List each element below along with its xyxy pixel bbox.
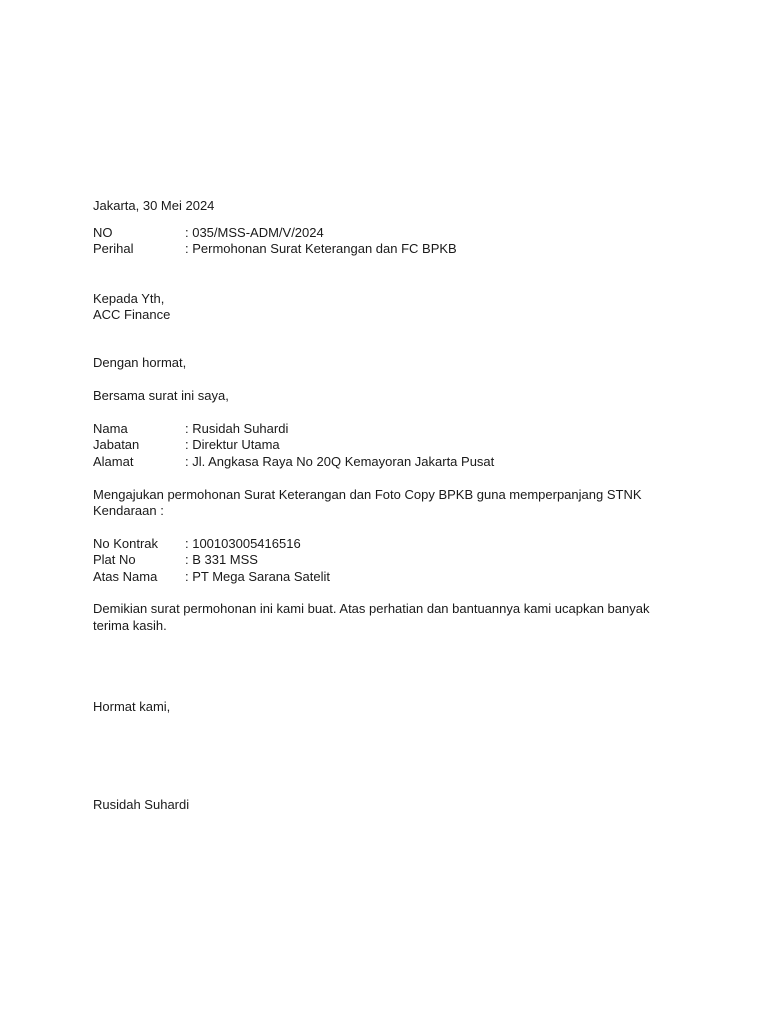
field-label: Alamat [93,454,134,469]
field-row-atas-nama [93,568,330,585]
recipient-greeting: Kepada Yth, [93,291,165,306]
sign-off: Hormat kami, [93,699,171,714]
closing-line-1: Demikian surat permohonan ini kami buat. Atas perhatian dan bantuannya kami ucapkan banyak [93,601,650,616]
field-row-no [93,224,324,241]
field-label: NO [93,225,113,240]
request-line-1: Mengajukan permohonan Surat Keterangan dan Foto Copy BPKB guna memperpanjang STNK [93,487,642,502]
signatory-name: Rusidah Suhardi [93,797,190,812]
field-label: Jabatan [93,437,140,452]
field-label: No Kontrak [93,536,159,551]
field-value: : Jl. Angkasa Raya No 20Q Kemayoran Jakarta Pusat [185,454,495,469]
field-label: Perihal [93,241,134,256]
field-label: Plat No [93,552,136,567]
field-row-no-kontrak [93,535,301,552]
field-label: Nama [93,421,128,436]
field-label: Atas Nama [93,569,158,584]
field-row-jabatan [93,436,280,453]
field-row-alamat [93,453,494,470]
field-row-plat-no [93,551,258,568]
closing-line-2: terima kasih. [93,618,167,633]
field-value: : Rusidah Suhardi [185,421,289,436]
field-value: : Permohonan Surat Keterangan dan FC BPKB [185,241,457,256]
field-value: : 100103005416516 [185,536,301,551]
salutation: Dengan hormat, [93,355,187,370]
field-value: : PT Mega Sarana Satelit [185,569,331,584]
field-row-perihal [93,240,457,257]
field-value: : Direktur Utama [185,437,280,452]
field-row-nama [93,420,288,437]
field-value: : 035/MSS-ADM/V/2024 [185,225,324,240]
intro-text: Bersama surat ini saya, [93,388,229,403]
place-date: Jakarta, 30 Mei 2024 [93,198,215,213]
recipient-name: ACC Finance [93,307,171,322]
field-value: : B 331 MSS [185,552,258,567]
request-line-2: Kendaraan : [93,503,164,518]
